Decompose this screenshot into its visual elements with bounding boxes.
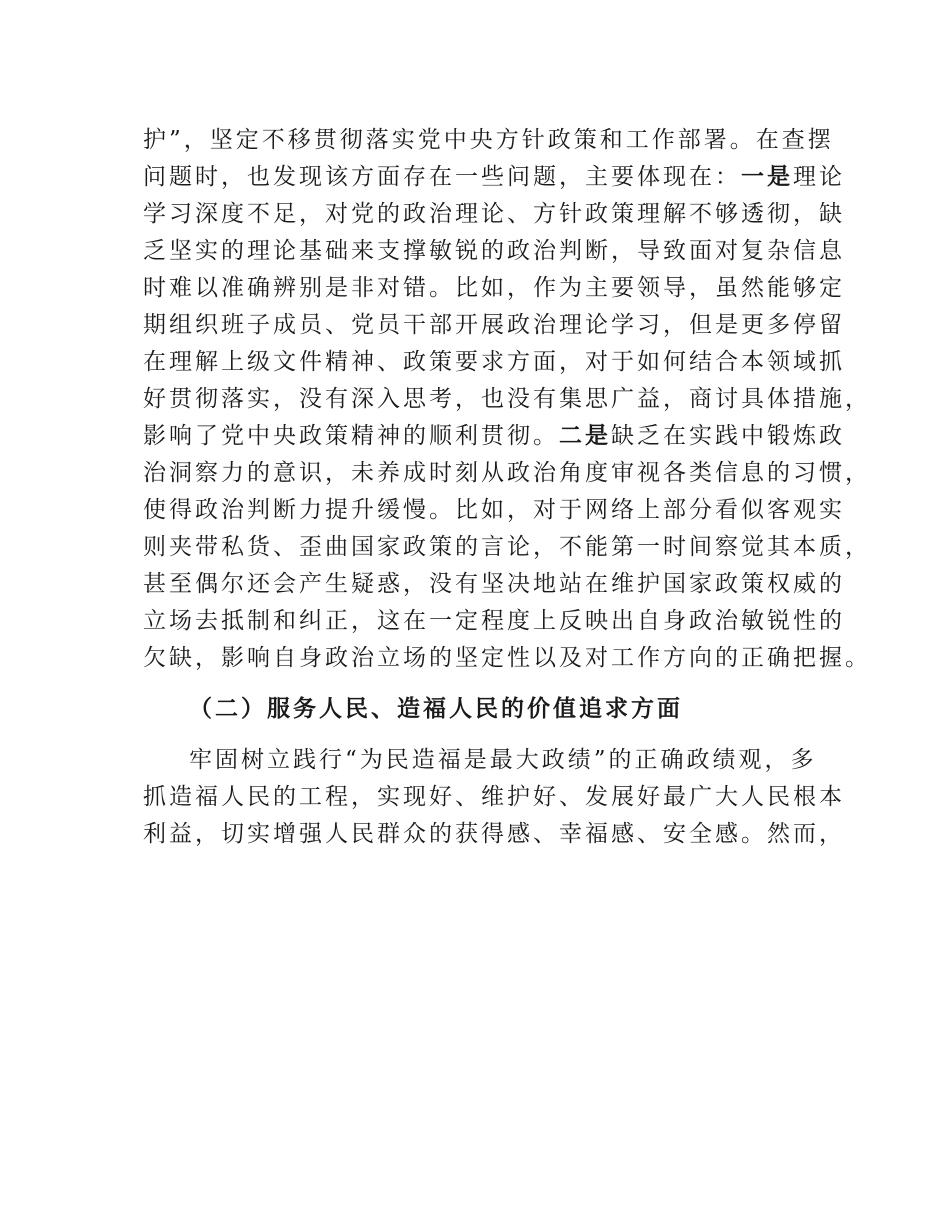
text-line: 学习深度不足，对党的政治理论、方针政策理解不够透彻，缺 [143, 201, 845, 227]
text-line: 时难以准确辨别是非对错。比如，作为主要领导，虽然能够定 [143, 275, 845, 301]
text-line: 在理解上级文件精神、政策要求方面，对于如何结合本领域抓 [143, 349, 845, 375]
text-run: 影响了党中央政策精神的顺利贯彻。 [143, 423, 559, 449]
text-line: 甚至偶尔还会产生疑惑，没有坚决地站在维护国家政策权威的 [143, 571, 845, 597]
paragraph-political-stance [143, 122, 871, 677]
section-heading: （二）服务人民、造福人民的价值追求方面 [189, 696, 683, 722]
paragraph-serve-people [143, 742, 845, 853]
text-line: 乏坚实的理论基础来支撑敏锐的政治判断，导致面对复杂信息 [143, 238, 845, 264]
text-line: 护”，坚定不移贯彻落实党中央方针政策和工作部署。在查摆 [143, 127, 834, 153]
text-run: 缺乏在实践中锻炼政 [611, 423, 845, 449]
text-line: 期组织班子成员、党员干部开展政治理论学习，但是更多停留 [143, 312, 845, 338]
text-line [143, 418, 845, 455]
text-line: 抓造福人民的工程，实现好、维护好、发展好最广大人民根本 [143, 784, 845, 810]
bold-marker-first: 一是 [741, 164, 793, 190]
text-line: 治洞察力的意识，未养成时刻从政治角度审视各类信息的习惯， [143, 460, 871, 486]
text-line: 牢固树立践行“为民造福是最大政绩”的正确政绩观，多 [189, 747, 817, 773]
text-line [143, 159, 845, 196]
document-body [143, 122, 871, 853]
text-line: 立场去抵制和纠正，这在一定程度上反映出自身政治敏锐性的 [143, 608, 845, 634]
text-line: 则夹带私货、歪曲国家政策的言论，不能第一时间察觉其本质， [143, 534, 871, 560]
text-line: 好贯彻落实，没有深入思考，也没有集思广益，商讨具体措施， [143, 386, 871, 412]
bold-marker-second: 二是 [559, 423, 611, 449]
text-run: 理论 [793, 164, 845, 190]
text-line: 利益，切实增强人民群众的获得感、幸福感、安全感。然而， [143, 821, 845, 847]
text-line: 欠缺，影响自身政治立场的坚定性以及对工作方向的正确把握。 [143, 645, 871, 671]
text-line: 使得政治判断力提升缓慢。比如，对于网络上部分看似客观实 [143, 497, 845, 523]
text-run: 问题时，也发现该方面存在一些问题，主要体现在： [143, 164, 741, 190]
